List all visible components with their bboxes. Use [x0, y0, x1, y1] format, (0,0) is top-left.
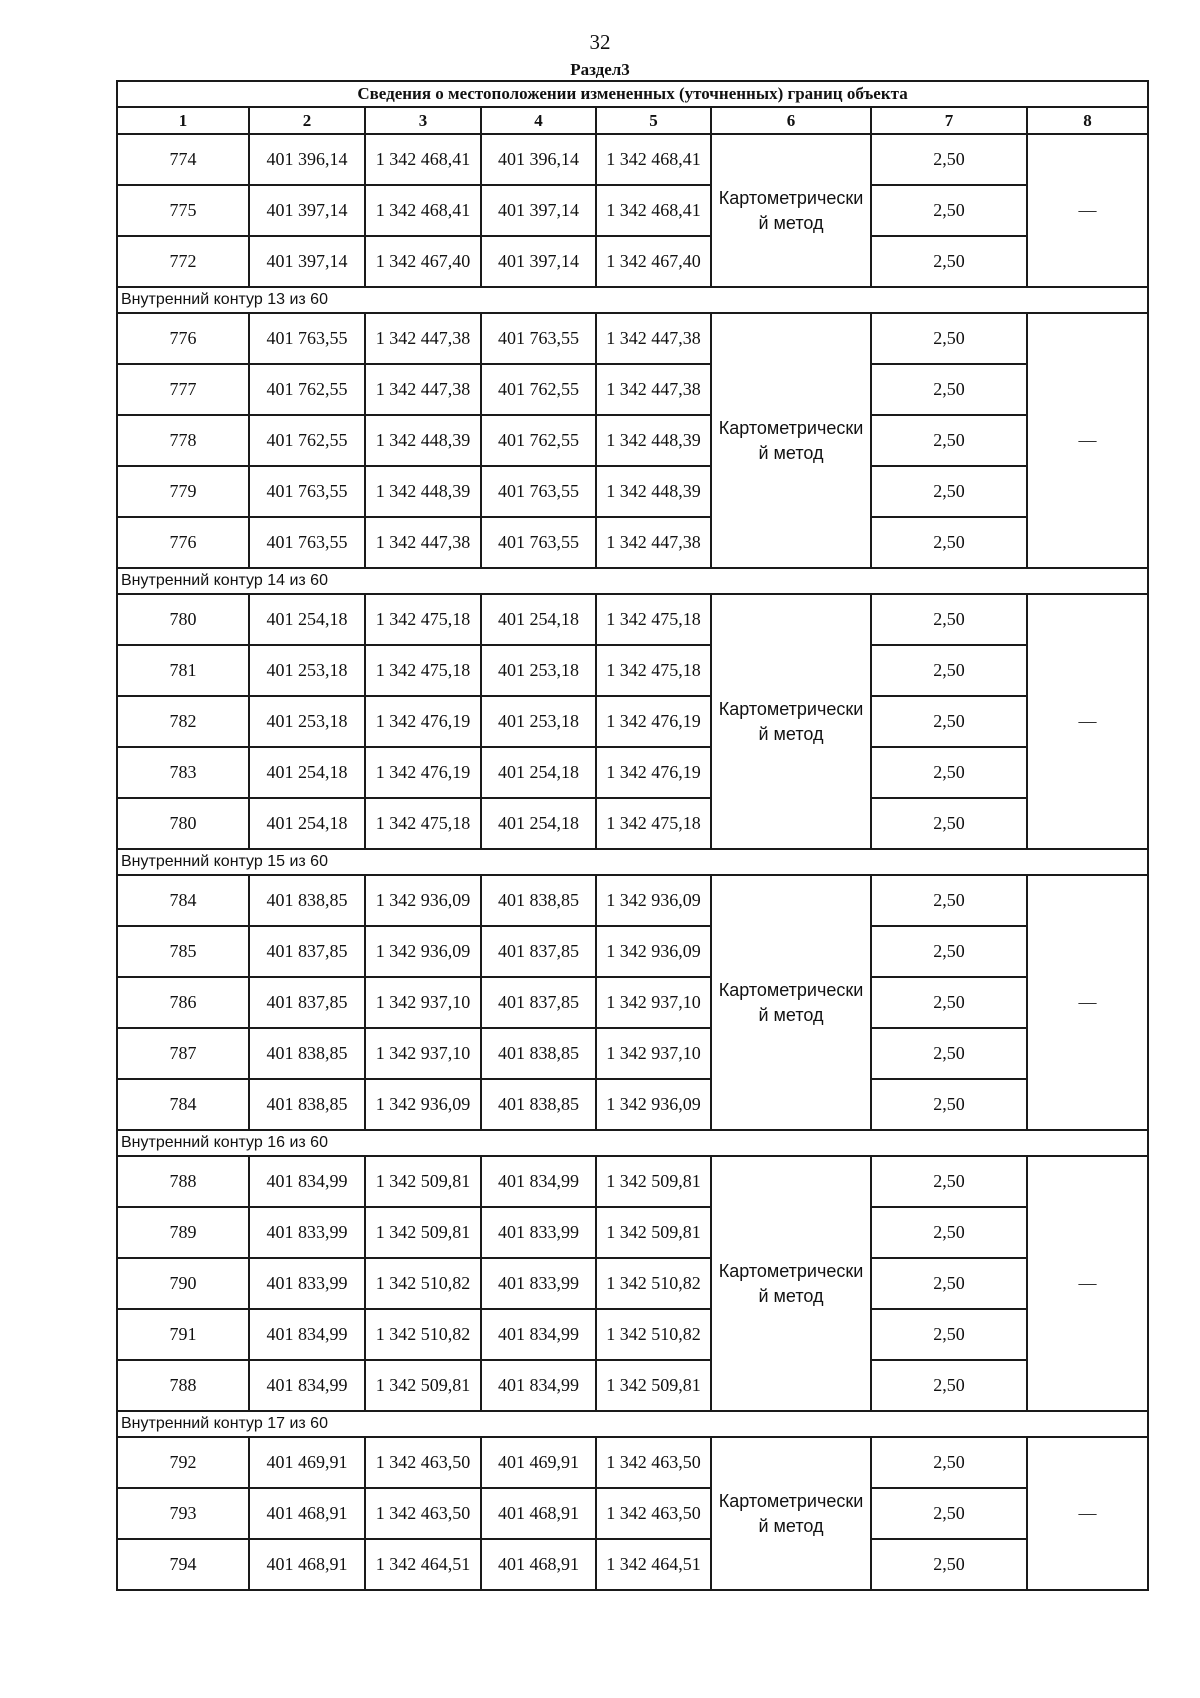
- precision-cell: 2,50: [871, 415, 1027, 466]
- precision-cell: 2,50: [871, 798, 1027, 849]
- precision-cell: 2,50: [871, 875, 1027, 926]
- precision-cell: 2,50: [871, 1360, 1027, 1411]
- y-new-cell: 1 342 447,38: [596, 517, 711, 568]
- x-new-cell: 401 254,18: [481, 594, 596, 645]
- y-new-cell: 1 342 475,18: [596, 594, 711, 645]
- x-old-cell: 401 834,99: [249, 1360, 365, 1411]
- x-new-cell: 401 254,18: [481, 747, 596, 798]
- x-new-cell: 401 838,85: [481, 875, 596, 926]
- x-old-cell: 401 838,85: [249, 1028, 365, 1079]
- x-new-cell: 401 762,55: [481, 415, 596, 466]
- x-new-cell: 401 763,55: [481, 517, 596, 568]
- x-new-cell: 401 469,91: [481, 1437, 596, 1488]
- table-row: [117, 594, 1148, 645]
- table-row: [117, 747, 1148, 798]
- point-number-cell: 783: [117, 747, 249, 798]
- x-new-cell: 401 763,55: [481, 466, 596, 517]
- table-row: [117, 466, 1148, 517]
- x-new-cell: 401 834,99: [481, 1156, 596, 1207]
- x-old-cell: 401 469,91: [249, 1437, 365, 1488]
- coordinates-table: [116, 80, 1149, 1591]
- x-new-cell: 401 396,14: [481, 134, 596, 185]
- y-old-cell: 1 342 468,41: [365, 185, 481, 236]
- x-new-cell: 401 762,55: [481, 364, 596, 415]
- point-number-cell: 784: [117, 1079, 249, 1130]
- x-old-cell: 401 397,14: [249, 236, 365, 287]
- y-old-cell: 1 342 509,81: [365, 1360, 481, 1411]
- y-old-cell: 1 342 467,40: [365, 236, 481, 287]
- table-row: [117, 1028, 1148, 1079]
- precision-cell: 2,50: [871, 1156, 1027, 1207]
- precision-cell: 2,50: [871, 364, 1027, 415]
- x-old-cell: 401 762,55: [249, 364, 365, 415]
- y-old-cell: 1 342 475,18: [365, 798, 481, 849]
- x-old-cell: 401 838,85: [249, 875, 365, 926]
- x-new-cell: 401 837,85: [481, 926, 596, 977]
- precision-cell: 2,50: [871, 1539, 1027, 1590]
- point-number-cell: 789: [117, 1207, 249, 1258]
- point-number-cell: 780: [117, 798, 249, 849]
- point-number-cell: 781: [117, 645, 249, 696]
- y-old-cell: 1 342 475,18: [365, 645, 481, 696]
- precision-cell: 2,50: [871, 1028, 1027, 1079]
- point-number-cell: 778: [117, 415, 249, 466]
- column-number: 2: [249, 107, 365, 134]
- x-old-cell: 401 763,55: [249, 313, 365, 364]
- y-new-cell: 1 342 936,09: [596, 926, 711, 977]
- precision-cell: 2,50: [871, 594, 1027, 645]
- contour-label: Внутренний контур 13 из 60: [117, 287, 1148, 313]
- contour-label: Внутренний контур 14 из 60: [117, 568, 1148, 594]
- point-number-cell: 786: [117, 977, 249, 1028]
- table-row: [117, 875, 1148, 926]
- x-old-cell: 401 253,18: [249, 645, 365, 696]
- column-number: 5: [596, 107, 711, 134]
- table-row: [117, 645, 1148, 696]
- point-number-cell: 787: [117, 1028, 249, 1079]
- table-row: [117, 1539, 1148, 1590]
- y-old-cell: 1 342 936,09: [365, 926, 481, 977]
- y-new-cell: 1 342 509,81: [596, 1360, 711, 1411]
- x-old-cell: 401 468,91: [249, 1488, 365, 1539]
- precision-cell: 2,50: [871, 747, 1027, 798]
- x-old-cell: 401 833,99: [249, 1207, 365, 1258]
- method-cell: Картометрически й метод: [711, 1156, 871, 1411]
- note-cell: —: [1027, 1437, 1148, 1590]
- y-old-cell: 1 342 510,82: [365, 1258, 481, 1309]
- y-old-cell: 1 342 937,10: [365, 1028, 481, 1079]
- point-number-cell: 776: [117, 313, 249, 364]
- x-old-cell: 401 254,18: [249, 594, 365, 645]
- x-new-cell: 401 397,14: [481, 185, 596, 236]
- x-old-cell: 401 837,85: [249, 926, 365, 977]
- column-number: 6: [711, 107, 871, 134]
- y-old-cell: 1 342 936,09: [365, 875, 481, 926]
- precision-cell: 2,50: [871, 696, 1027, 747]
- x-old-cell: 401 837,85: [249, 977, 365, 1028]
- method-cell: Картометрически й метод: [711, 594, 871, 849]
- precision-cell: 2,50: [871, 1488, 1027, 1539]
- table-row: [117, 1309, 1148, 1360]
- table-row: [117, 517, 1148, 568]
- method-cell: Картометрически й метод: [711, 134, 871, 287]
- table-row: [117, 236, 1148, 287]
- y-old-cell: 1 342 448,39: [365, 415, 481, 466]
- y-new-cell: 1 342 468,41: [596, 185, 711, 236]
- contour-header-row: [117, 568, 1148, 594]
- note-cell: —: [1027, 594, 1148, 849]
- table-row: [117, 798, 1148, 849]
- table-row: [117, 926, 1148, 977]
- contour-header-row: [117, 849, 1148, 875]
- precision-cell: 2,50: [871, 1437, 1027, 1488]
- y-new-cell: 1 342 475,18: [596, 798, 711, 849]
- x-old-cell: 401 838,85: [249, 1079, 365, 1130]
- point-number-cell: 772: [117, 236, 249, 287]
- table-row: [117, 1156, 1148, 1207]
- y-new-cell: 1 342 937,10: [596, 977, 711, 1028]
- y-old-cell: 1 342 448,39: [365, 466, 481, 517]
- x-old-cell: 401 396,14: [249, 134, 365, 185]
- y-new-cell: 1 342 447,38: [596, 364, 711, 415]
- method-cell: Картометрически й метод: [711, 1437, 871, 1590]
- point-number-cell: 775: [117, 185, 249, 236]
- point-number-cell: 776: [117, 517, 249, 568]
- table-row: [117, 415, 1148, 466]
- y-new-cell: 1 342 447,38: [596, 313, 711, 364]
- x-new-cell: 401 397,14: [481, 236, 596, 287]
- column-number: 8: [1027, 107, 1148, 134]
- y-old-cell: 1 342 475,18: [365, 594, 481, 645]
- x-old-cell: 401 468,91: [249, 1539, 365, 1590]
- contour-label: Внутренний контур 16 из 60: [117, 1130, 1148, 1156]
- y-old-cell: 1 342 463,50: [365, 1488, 481, 1539]
- point-number-cell: 777: [117, 364, 249, 415]
- table-row: [117, 1437, 1148, 1488]
- table-body: [117, 81, 1148, 1590]
- y-new-cell: 1 342 509,81: [596, 1156, 711, 1207]
- note-cell: —: [1027, 134, 1148, 287]
- point-number-cell: 774: [117, 134, 249, 185]
- table-row: [117, 185, 1148, 236]
- section-title: Раздел3: [570, 60, 630, 79]
- y-old-cell: 1 342 937,10: [365, 977, 481, 1028]
- y-new-cell: 1 342 463,50: [596, 1488, 711, 1539]
- precision-cell: 2,50: [871, 185, 1027, 236]
- table-row: [117, 134, 1148, 185]
- x-old-cell: 401 253,18: [249, 696, 365, 747]
- point-number-cell: 782: [117, 696, 249, 747]
- y-old-cell: 1 342 464,51: [365, 1539, 481, 1590]
- y-old-cell: 1 342 447,38: [365, 313, 481, 364]
- column-number: 7: [871, 107, 1027, 134]
- x-new-cell: 401 837,85: [481, 977, 596, 1028]
- x-old-cell: 401 763,55: [249, 466, 365, 517]
- y-old-cell: 1 342 468,41: [365, 134, 481, 185]
- precision-cell: 2,50: [871, 466, 1027, 517]
- precision-cell: 2,50: [871, 1207, 1027, 1258]
- point-number-cell: 785: [117, 926, 249, 977]
- y-new-cell: 1 342 475,18: [596, 645, 711, 696]
- y-new-cell: 1 342 448,39: [596, 415, 711, 466]
- precision-cell: 2,50: [871, 313, 1027, 364]
- table-row: [117, 1207, 1148, 1258]
- note-cell: —: [1027, 1156, 1148, 1411]
- precision-cell: 2,50: [871, 1079, 1027, 1130]
- x-new-cell: 401 833,99: [481, 1258, 596, 1309]
- precision-cell: 2,50: [871, 517, 1027, 568]
- method-cell: Картометрически й метод: [711, 313, 871, 568]
- precision-cell: 2,50: [871, 977, 1027, 1028]
- precision-cell: 2,50: [871, 134, 1027, 185]
- x-old-cell: 401 254,18: [249, 798, 365, 849]
- precision-cell: 2,50: [871, 1309, 1027, 1360]
- table-row: [117, 1360, 1148, 1411]
- table-row: [117, 1488, 1148, 1539]
- x-old-cell: 401 833,99: [249, 1258, 365, 1309]
- point-number-cell: 779: [117, 466, 249, 517]
- point-number-cell: 791: [117, 1309, 249, 1360]
- x-new-cell: 401 763,55: [481, 313, 596, 364]
- table-row: [117, 977, 1148, 1028]
- column-number-row: [117, 107, 1148, 134]
- contour-label: Внутренний контур 15 из 60: [117, 849, 1148, 875]
- x-old-cell: 401 397,14: [249, 185, 365, 236]
- point-number-cell: 788: [117, 1156, 249, 1207]
- contour-header-row: [117, 1411, 1148, 1437]
- y-new-cell: 1 342 476,19: [596, 696, 711, 747]
- point-number-cell: 790: [117, 1258, 249, 1309]
- x-new-cell: 401 838,85: [481, 1079, 596, 1130]
- column-number: 3: [365, 107, 481, 134]
- y-old-cell: 1 342 476,19: [365, 747, 481, 798]
- x-new-cell: 401 254,18: [481, 798, 596, 849]
- table-caption-row: [117, 81, 1148, 107]
- point-number-cell: 788: [117, 1360, 249, 1411]
- column-number: 4: [481, 107, 596, 134]
- y-new-cell: 1 342 936,09: [596, 1079, 711, 1130]
- point-number-cell: 793: [117, 1488, 249, 1539]
- y-old-cell: 1 342 447,38: [365, 517, 481, 568]
- precision-cell: 2,50: [871, 1258, 1027, 1309]
- y-old-cell: 1 342 510,82: [365, 1309, 481, 1360]
- point-number-cell: 792: [117, 1437, 249, 1488]
- contour-header-row: [117, 287, 1148, 313]
- y-new-cell: 1 342 936,09: [596, 875, 711, 926]
- table-row: [117, 696, 1148, 747]
- x-old-cell: 401 834,99: [249, 1156, 365, 1207]
- y-old-cell: 1 342 447,38: [365, 364, 481, 415]
- note-cell: —: [1027, 875, 1148, 1130]
- point-number-cell: 780: [117, 594, 249, 645]
- x-old-cell: 401 834,99: [249, 1309, 365, 1360]
- point-number-cell: 794: [117, 1539, 249, 1590]
- table-row: [117, 313, 1148, 364]
- y-old-cell: 1 342 509,81: [365, 1156, 481, 1207]
- x-new-cell: 401 253,18: [481, 645, 596, 696]
- y-old-cell: 1 342 936,09: [365, 1079, 481, 1130]
- method-cell: Картометрически й метод: [711, 875, 871, 1130]
- x-old-cell: 401 254,18: [249, 747, 365, 798]
- table-row: [117, 364, 1148, 415]
- x-new-cell: 401 468,91: [481, 1539, 596, 1590]
- x-new-cell: 401 833,99: [481, 1207, 596, 1258]
- point-number-cell: 784: [117, 875, 249, 926]
- column-number: 1: [117, 107, 249, 134]
- x-new-cell: 401 838,85: [481, 1028, 596, 1079]
- y-new-cell: 1 342 476,19: [596, 747, 711, 798]
- contour-header-row: [117, 1130, 1148, 1156]
- y-old-cell: 1 342 463,50: [365, 1437, 481, 1488]
- y-new-cell: 1 342 510,82: [596, 1258, 711, 1309]
- y-new-cell: 1 342 463,50: [596, 1437, 711, 1488]
- x-old-cell: 401 762,55: [249, 415, 365, 466]
- table-row: [117, 1258, 1148, 1309]
- precision-cell: 2,50: [871, 645, 1027, 696]
- y-new-cell: 1 342 467,40: [596, 236, 711, 287]
- precision-cell: 2,50: [871, 926, 1027, 977]
- y-new-cell: 1 342 510,82: [596, 1309, 711, 1360]
- y-new-cell: 1 342 448,39: [596, 466, 711, 517]
- contour-label: Внутренний контур 17 из 60: [117, 1411, 1148, 1437]
- y-new-cell: 1 342 468,41: [596, 134, 711, 185]
- page-number: 32: [589, 30, 611, 54]
- y-new-cell: 1 342 509,81: [596, 1207, 711, 1258]
- x-new-cell: 401 253,18: [481, 696, 596, 747]
- y-old-cell: 1 342 509,81: [365, 1207, 481, 1258]
- x-old-cell: 401 763,55: [249, 517, 365, 568]
- x-new-cell: 401 834,99: [481, 1309, 596, 1360]
- table-caption: Сведения о местоположении измененных (уточненных) границ объекта: [117, 81, 1148, 107]
- note-cell: —: [1027, 313, 1148, 568]
- x-new-cell: 401 834,99: [481, 1360, 596, 1411]
- table-row: [117, 1079, 1148, 1130]
- y-new-cell: 1 342 464,51: [596, 1539, 711, 1590]
- x-new-cell: 401 468,91: [481, 1488, 596, 1539]
- y-old-cell: 1 342 476,19: [365, 696, 481, 747]
- precision-cell: 2,50: [871, 236, 1027, 287]
- y-new-cell: 1 342 937,10: [596, 1028, 711, 1079]
